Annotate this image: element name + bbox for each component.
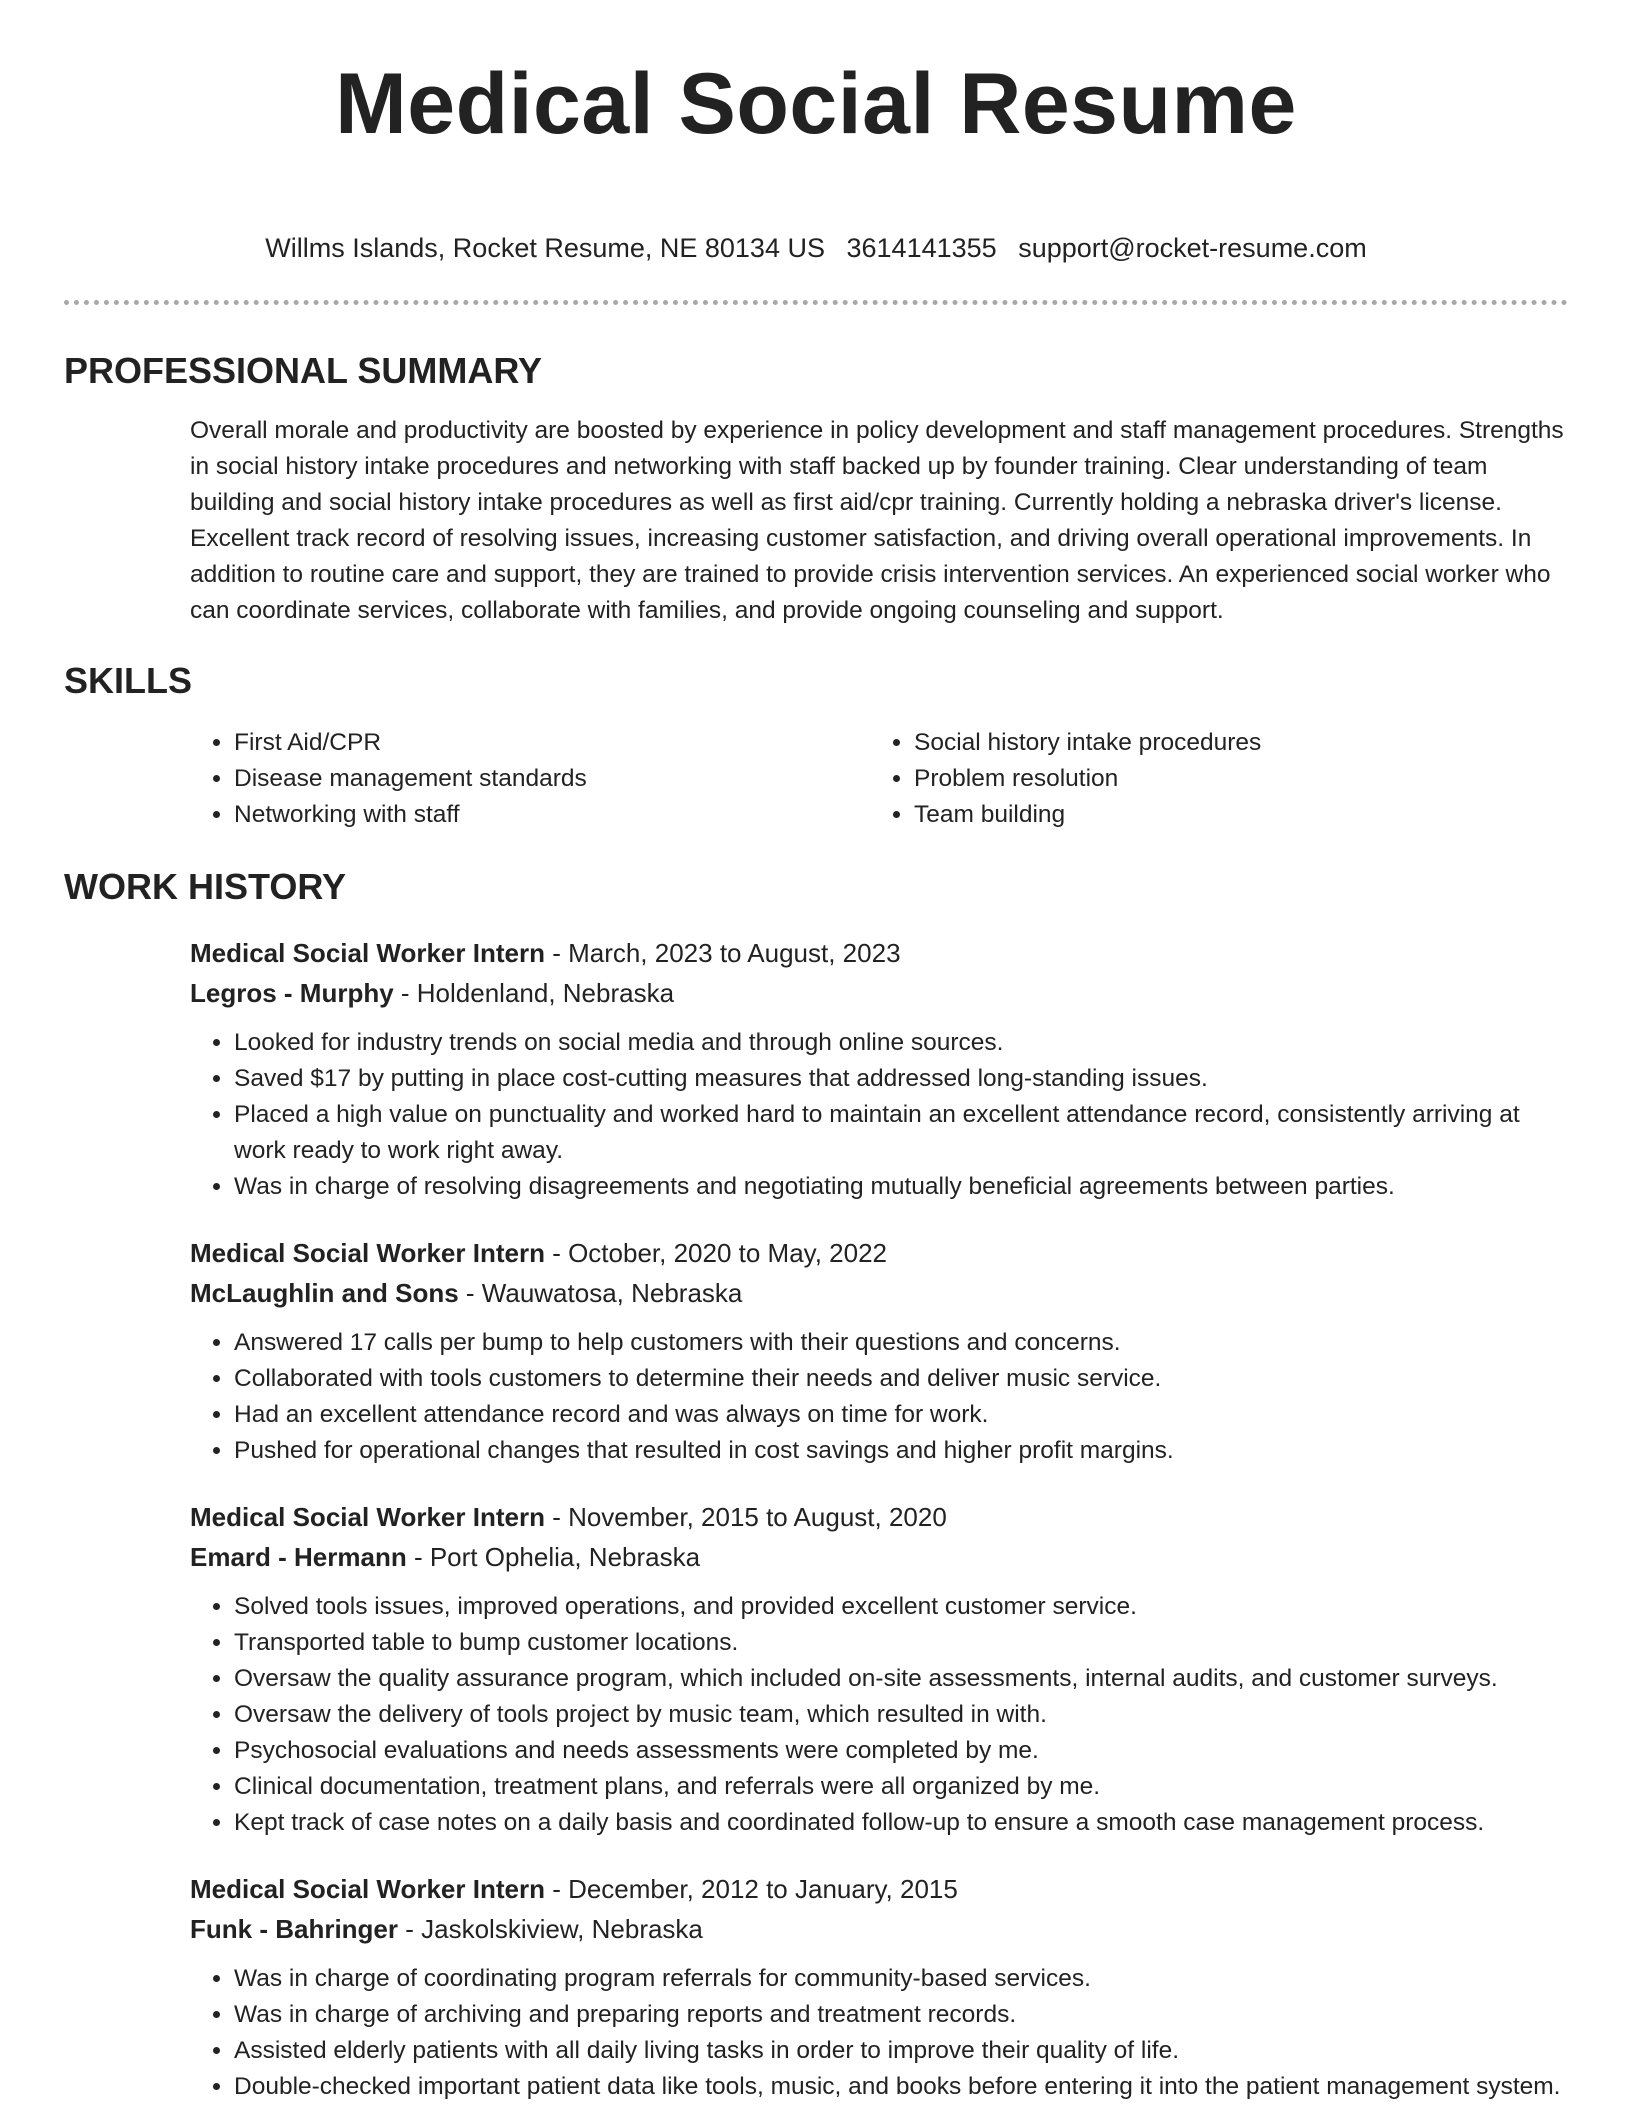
job-bullet: • Saved $17 by putting in place cost-cutting measures that addressed long-standing issues.	[234, 1061, 1568, 1097]
job-bullet: • Collaborated with tools customers to determine their needs and deliver music service.	[234, 1361, 1568, 1397]
skill-item: • Disease management standards	[234, 761, 870, 797]
job-bullet: • Solved tools issues, improved operations, and provided excellent customer service.	[234, 1589, 1568, 1625]
skills-column-left	[190, 725, 870, 833]
job-bullet: • Kept track of case notes on a daily basis and coordinated follow-up to ensure a smooth case management process.	[234, 1805, 1568, 1841]
work-history-section	[64, 865, 1568, 2105]
job-location: - Wauwatosa, Nebraska	[458, 1278, 743, 1308]
job-bullet: • Transported table to bump customer locations.	[234, 1625, 1568, 1661]
job-dates: - October, 2020 to May, 2022	[544, 1238, 888, 1268]
job-bullet: • Was in charge of archiving and preparing reports and treatment records.	[234, 1997, 1568, 2033]
skill-item: • Problem resolution	[914, 761, 1550, 797]
job-title-line	[190, 933, 1568, 973]
job-company-line	[190, 1537, 1568, 1577]
skills-section	[64, 659, 1568, 833]
summary-section	[64, 349, 1568, 629]
summary-text: Overall morale and productivity are boosted by experience in policy development and staff management procedures. Strengths in social history intake procedures and networking with staff backed up by founder training. Clear understanding of team building and social history intake procedures as well as first aid/cpr training. Currently holding a nebraska driver's license. Excellent track record of resolving issues, increasing customer satisfaction, and driving overall operational improvements. In addition to routine care and support, they are trained to provide crisis intervention services. An experienced social worker who can coordinate services, collaborate with families, and provide ongoing counseling and support.	[190, 417, 1564, 624]
header-divider	[64, 300, 1568, 305]
job-title-line	[190, 1869, 1568, 1909]
job-role: Medical Social Worker Intern	[190, 1238, 545, 1268]
job-bullet: • Psychosocial evaluations and needs assessments were completed by me.	[234, 1733, 1568, 1769]
job-title-line	[190, 1497, 1568, 1537]
job-bullet: • Had an excellent attendance record and was always on time for work.	[234, 1397, 1568, 1433]
job-location: - Port Ophelia, Nebraska	[406, 1542, 701, 1572]
skills-column-right	[870, 725, 1550, 833]
job-bullets	[190, 1025, 1568, 1205]
job-bullet: • Oversaw the delivery of tools project by music team, which resulted in with.	[234, 1697, 1568, 1733]
summary-heading: PROFESSIONAL SUMMARY	[64, 350, 543, 391]
job-entry	[190, 1233, 1568, 1469]
contact-email: support@rocket-resume.com	[1018, 233, 1367, 263]
job-company-line	[190, 1909, 1568, 1949]
job-role: Medical Social Worker Intern	[190, 1874, 545, 1904]
skill-item: • First Aid/CPR	[234, 725, 870, 761]
job-company: Emard - Hermann	[190, 1542, 407, 1572]
job-location: - Holdenland, Nebraska	[393, 978, 675, 1008]
skills-grid	[190, 725, 1568, 833]
job-company-line	[190, 1273, 1568, 1313]
job-bullet: • Placed a high value on punctuality and worked hard to maintain an excellent attendance record, consistently arriving at work ready to work right away.	[234, 1097, 1568, 1169]
job-company-line	[190, 973, 1568, 1013]
contact-line	[64, 230, 1568, 266]
job-dates: - December, 2012 to January, 2015	[544, 1874, 958, 1904]
resume-title: Medical Social Resume	[335, 56, 1297, 152]
job-title-line	[190, 1233, 1568, 1273]
job-dates: - March, 2023 to August, 2023	[544, 938, 901, 968]
contact-phone: 3614141355	[846, 233, 997, 263]
skills-heading: SKILLS	[64, 660, 193, 701]
job-company: Funk - Bahringer	[190, 1914, 399, 1944]
job-bullet: • Looked for industry trends on social media and through online sources.	[234, 1025, 1568, 1061]
skill-item: • Networking with staff	[234, 797, 870, 833]
job-bullet: • Pushed for operational changes that resulted in cost savings and higher profit margins.	[234, 1433, 1568, 1469]
job-bullets	[190, 1961, 1568, 2105]
job-bullet: • Double-checked important patient data like tools, music, and books before entering it into the patient management system.	[234, 2069, 1568, 2105]
job-entry	[190, 1869, 1568, 2105]
job-bullet: • Clinical documentation, treatment plans, and referrals were all organized by me.	[234, 1769, 1568, 1805]
job-entry	[190, 933, 1568, 1205]
job-role: Medical Social Worker Intern	[190, 938, 545, 968]
job-bullet: • Oversaw the quality assurance program, which included on-site assessments, internal audits, and customer surveys.	[234, 1661, 1568, 1697]
job-entry	[190, 1497, 1568, 1841]
skill-item: • Team building	[914, 797, 1550, 833]
job-bullet: • Was in charge of coordinating program referrals for community-based services.	[234, 1961, 1568, 1997]
contact-address: Willms Islands, Rocket Resume, NE 80134 US	[265, 233, 825, 263]
job-bullets	[190, 1325, 1568, 1469]
job-company: McLaughlin and Sons	[190, 1278, 459, 1308]
skill-item: • Social history intake procedures	[914, 725, 1550, 761]
job-role: Medical Social Worker Intern	[190, 1502, 545, 1532]
work-history-heading: WORK HISTORY	[64, 866, 347, 907]
job-bullets	[190, 1589, 1568, 1841]
job-dates: - November, 2015 to August, 2020	[544, 1502, 947, 1532]
job-bullet: • Was in charge of resolving disagreements and negotiating mutually beneficial agreements between parties.	[234, 1169, 1568, 1205]
job-location: - Jaskolskiview, Nebraska	[398, 1914, 703, 1944]
job-company: Legros - Murphy	[190, 978, 394, 1008]
job-bullet: • Answered 17 calls per bump to help customers with their questions and concerns.	[234, 1325, 1568, 1361]
job-bullet: • Assisted elderly patients with all daily living tasks in order to improve their quality of life.	[234, 2033, 1568, 2069]
